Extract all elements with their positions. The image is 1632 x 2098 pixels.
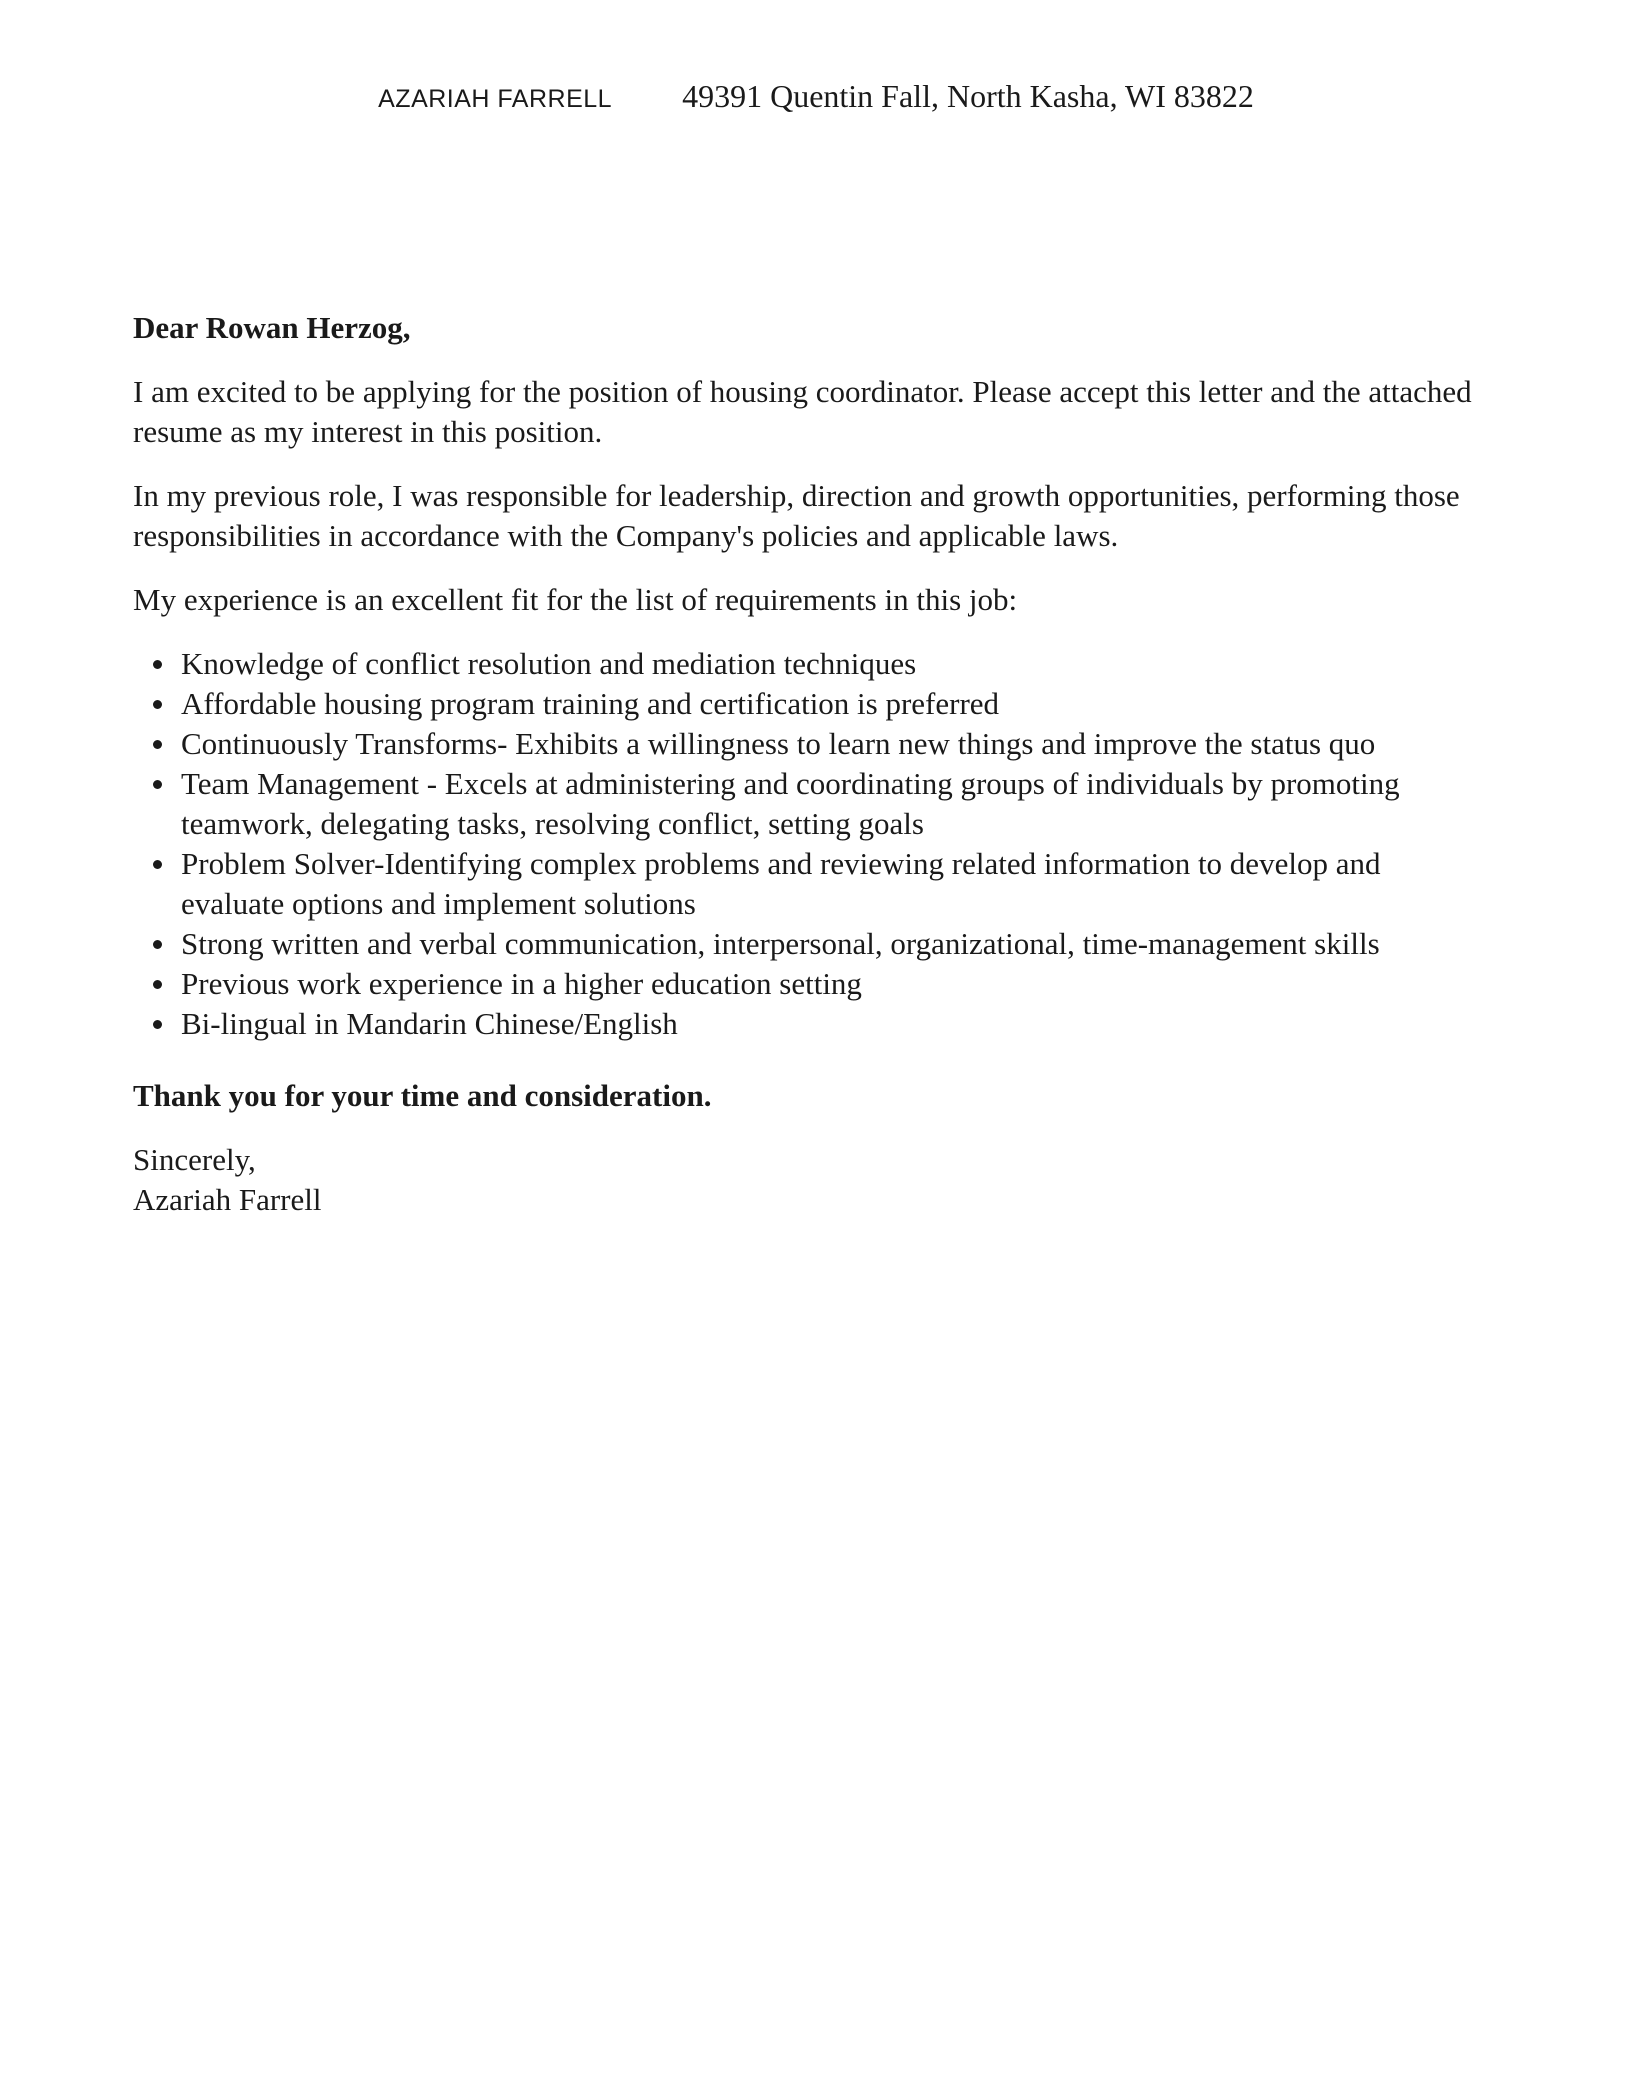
list-item <box>133 844 1473 924</box>
experience-paragraph: In my previous role, I was responsible for leadership, direction and growth opportunities, performing those responsibilities in accordance with the Company's policies and applicable laws. <box>133 478 1460 553</box>
list-item-text: Continuously Transforms- Exhibits a willingness to learn new things and improve the status quo <box>181 726 1376 761</box>
bullet-icon <box>153 980 162 989</box>
letter-header <box>0 78 1632 115</box>
salutation: Dear Rowan Herzog, <box>133 310 411 345</box>
bullet-icon <box>153 740 162 749</box>
bullet-icon <box>153 780 162 789</box>
intro-paragraph: I am excited to be applying for the position of housing coordinator. Please accept this letter and the attached resume as my interest in this position. <box>133 374 1472 449</box>
list-item-text: Affordable housing program training and certification is preferred <box>181 686 1000 721</box>
list-item-text: Team Management - Excels at administering and coordinating groups of individuals by promoting teamwork, delegating tasks, resolving conflict, setting goals <box>181 766 1400 841</box>
requirements-intro: My experience is an excellent fit for the list of requirements in this job: <box>133 582 1018 617</box>
letter-body <box>133 308 1473 1220</box>
signoff: Sincerely, <box>133 1142 256 1177</box>
list-item <box>133 924 1473 964</box>
bullet-icon <box>153 940 162 949</box>
bullet-icon <box>153 660 162 669</box>
list-item-text: Bi-lingual in Mandarin Chinese/English <box>181 1006 678 1041</box>
closing-line: Thank you for your time and consideration. <box>133 1078 712 1113</box>
list-item <box>133 764 1473 844</box>
sender-name: AZARIAH FARRELL <box>378 85 613 113</box>
list-item <box>133 964 1473 1004</box>
sender-address: 49391 Quentin Fall, North Kasha, WI 83822 <box>682 78 1254 114</box>
list-item-text: Problem Solver-Identifying complex problems and reviewing related information to develop and evaluate options and implement solutions <box>181 846 1381 921</box>
list-item-text: Previous work experience in a higher education setting <box>181 966 862 1001</box>
bullet-icon <box>153 1020 162 1029</box>
list-item-text: Strong written and verbal communication, interpersonal, organizational, time-management skills <box>181 926 1380 961</box>
list-item-text: Knowledge of conflict resolution and mediation techniques <box>181 646 917 681</box>
list-item <box>133 684 1473 724</box>
list-item <box>133 1004 1473 1044</box>
list-item <box>133 644 1473 684</box>
list-item <box>133 724 1473 764</box>
bullet-icon <box>153 700 162 709</box>
signature-name: Azariah Farrell <box>133 1182 322 1217</box>
requirements-list <box>133 644 1473 1044</box>
bullet-icon <box>153 860 162 869</box>
